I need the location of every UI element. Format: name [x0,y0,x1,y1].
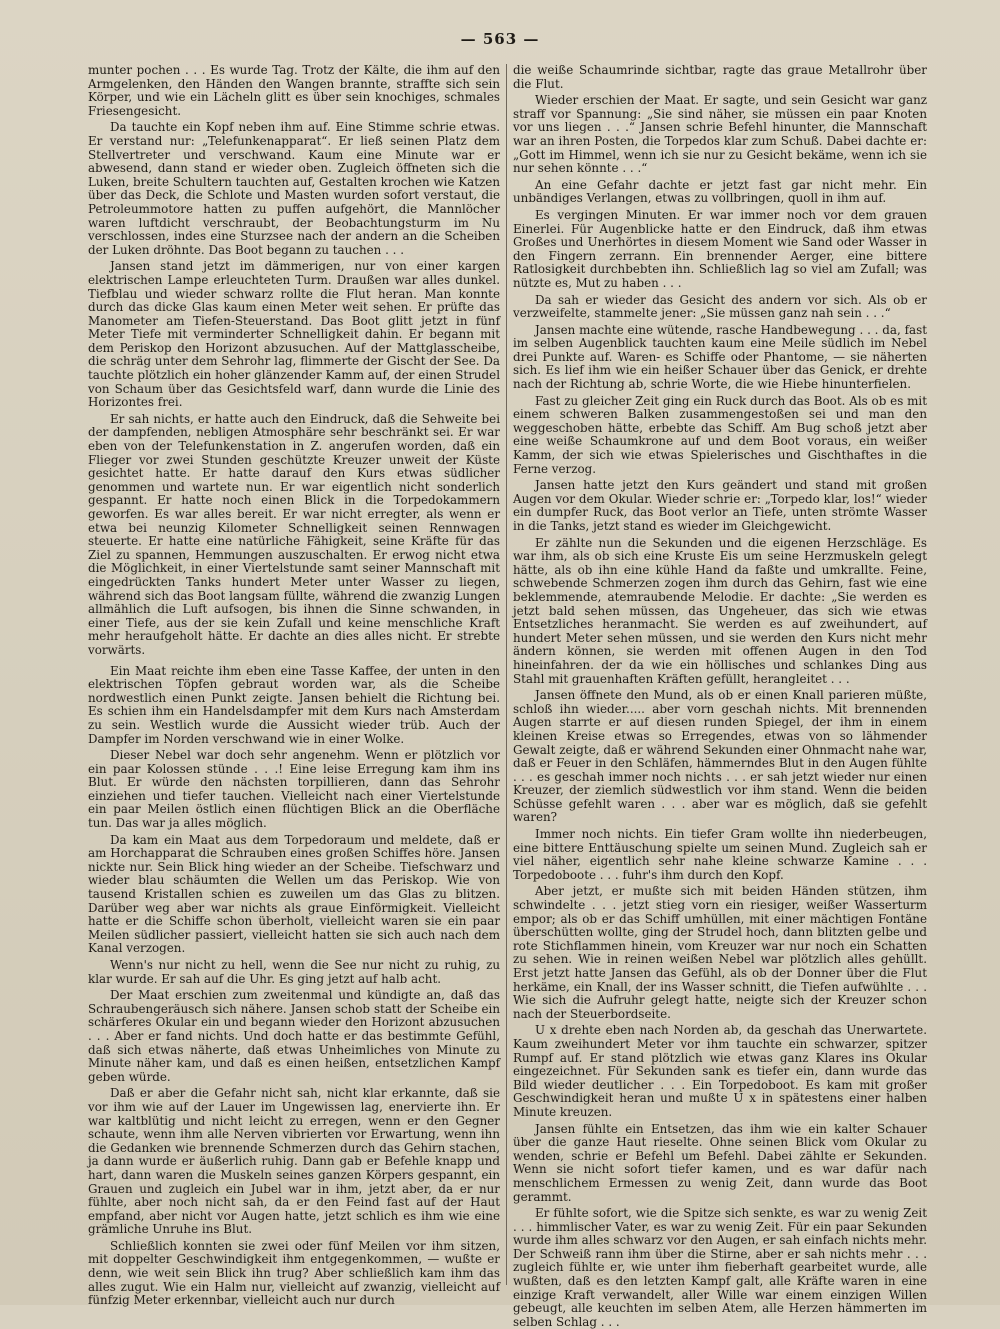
paragraph: Jansen hatte jetzt den Kurs geändert und stand mit großen Augen vor dem Okular. Wieder schrie er: „Torpedo klar, los!“ wieder ein dumpfer Ruck, das Boot verlor an Tiefe, unten strömte Wasser in die Tanks, jetzt stand es wieder im Gleichgewicht. [513,478,927,533]
paragraph: Es vergingen Minuten. Er war immer noch vor dem grauen Einerlei. Für Augenblicke hatte er den Eindruck, daß ihm etwas Großes und Unerhörtes in diesem Moment wie Sand oder Wasser in den Fingern zerrann. Ein brennender Aerger, eine bittere Ratlosigkeit durchbebten ihn. Schließlich lag so viel am Zufall; was nützte es, Mut zu haben . . . [513,207,927,290]
paragraph: Dieser Nebel war doch sehr angenehm. Wenn er plötzlich vor ein paar Kolossen stünde . . .! Eine leise Erregung kam ihm ins Blut. Er würde den nächsten torpillieren, dann das Sehrohr einziehen und tiefer tauchen. Vielleicht nach einer Viertelstunde ein paar Meilen östlich einen flüchtigen Blick an die Oberfläche tun. Das war ja alles möglich. [88,748,500,831]
paragraph: Jansen fühlte ein Entsetzen, das ihm wie ein kalter Schauer über die ganze Haut rieselte. Ohne seinen Blick vom Okular zu wenden, schrie er Befehl um Befehl. Dabei zählte er Sekunden. Wenn sie nicht sofort tiefer kamen, und es war dafür nach menschlichem Ermessen zu wenig Zeit, dann wurde das Boot gerammt. [513,1121,927,1204]
paragraph: Ein Maat reichte ihm eben eine Tasse Kaffee, der unten in den elektrischen Töpfen gebraut worden war, als die Scheibe nordwestlich einen Punkt zeigte. Jansen behielt die Richtung bei. Es schien ihm ein Handelsdampfer mit dem Kurs nach Amsterdam zu sein. Westlich wurde die Aussicht wieder trüb. Auch der Dampfer im Norden verschwand wie in einer Wolke. [88,663,500,746]
paragraph: Wieder erschien der Maat. Er sagte, und sein Gesicht war ganz straff vor Spannung: „Sie sind näher, sie müssen ein paar Knoten vor uns liegen . . .“ Jansen schrie Befehl hinunter, die Mannschaft war an ihren Posten, die Torpedos klar zum Schuß. Dabei dachte er: „Gott im Himmel, wenn ich sie nur zu Gesicht bekäme, wenn ich sie nur sehen könnte . . .“ [513,93,927,176]
paragraph: Aber jetzt, er mußte sich mit beiden Händen stützen, ihm schwindelte . . . jetzt stieg vorn ein riesiger, weißer Wasserturm empor; als ob er das Schiff umhüllen, mit einer mächtigen Fontäne überschütten wollte, ging der Strudel hoch, dann blitzten gelbe und rote Stichflammen hinein, vom Kreuzer war nur noch ein Schatten zu sehen. Wie in reinen weißen Nebel war plötzlich alles gehüllt. Erst jetzt hatte Jansen das Gefühl, als ob der Donner über die Flut herkäme, ein Knall, der ins Wasser schnitt, die Tiefen aufwühlte . . . Wie sich die Aufruhr gelegt hatte, neigte sich der Kreuzer schon nach der Steuerbordseite. [513,884,927,1021]
paragraph: Fast zu gleicher Zeit ging ein Ruck durch das Boot. Als ob es mit einem schweren Balken zusammengestoßen sei und man den weggeschoben hätte, erbebte das Schiff. Am Bug schoß jetzt aber eine weiße Schaumkrone auf und dem Boot voraus, ein weißer Kamm, der sich wie etwas Spielerisches und Gischthaftes in die Ferne verzog. [513,393,927,476]
paragraph: Er fühlte sofort, wie die Spitze sich senkte, es war zu wenig Zeit . . . himmlischer Vater, es war zu wenig Zeit. Für ein paar Sekunden wurde ihm alles schwarz vor den Augen, er sah einfach nichts mehr. Der Schweiß rann ihm über die Stirne, aber er sah nichts mehr . . . zugleich fühlte er, wie unter ihm fieberhaft gearbeitet wurde, alle wußten, daß es den letzten Kampf galt, alle Kräfte waren in eine einzige Kraft verwandelt, aller Wille war einem einzigen Willen gebeugt, alle keuchten im selben Atem, alle Herzen hämmerten im selben Schlag . . . [513,1206,927,1329]
paragraph: An eine Gefahr dachte er jetzt fast gar nicht mehr. Ein unbändiges Verlangen, etwas zu vollbringen, quoll in ihm auf. [513,177,927,206]
paragraph: Jansen stand jetzt im dämmerigen, nur von einer kargen elektrischen Lampe erleuchteten Turm. Draußen war alles dunkel. Tiefblau und wieder schwarz rollte die Flut heran. Man konnte durch das dicke Glas kaum einen Meter weit sehen. Er prüfte das Manometer am Tiefen-Steuerstand. Das Boot glitt jetzt in fünf Meter Tiefe mit verminderter Schnelligkeit dahin. Er begann mit dem Periskop den Horizont abzusuchen. Auf der Mattglasscheibe, die schräg unter dem Sehrohr lag, flimmerte der Gischt der See. Da tauchte plötzlich ein hoher glänzender Kamm auf, der einen Strudel von Schaum über das Gesichtsfeld warf, dann wurde die Linie des Horizontes frei. [88,259,500,410]
paragraph: Da kam ein Maat aus dem Torpedoraum und meldete, daß er am Horchapparat die Schrauben eines großen Schiffes höre. Jansen nickte nur. Sein Blick hing wieder an der Scheibe. Tiefschwarz und wieder blau schäumten die Wellen um das Periskop. Wie von tausend Kristallen schien es zuweilen um das Glas zu blitzen. Darüber weg aber war nichts als graue Einförmigkeit. Vielleicht hatte er die Schiffe schon überholt, vielleicht waren sie ein paar Meilen südlicher passiert, vielleicht hatten sie sich auch nach dem Kanal verzogen. [88,832,500,956]
paragraph: Schließlich konnten sie zwei oder fünf Meilen vor ihm sitzen, mit doppelter Geschwindigkeit ihm entgegenkommen, — wußte er denn, wie weit sein Blick ihn trug? Aber schließlich kam ihm das alles zugut. Wie ein Halm nur, vielleicht auf zwanzig, vielleicht auf fünfzig Meter erkennbar, vielleicht auch nur durch [88,1238,500,1308]
paragraph: die weiße Schaumrinde sichtbar, ragte das graue Metallrohr über die Flut. [513,63,927,91]
paragraph: Wenn's nur nicht zu hell, wenn die See nur nicht zu ruhig, zu klar wurde. Er sah auf die Uhr. Es ging jetzt auf halb acht. [88,958,500,986]
paragraph: Der Maat erschien zum zweitenmal und kündigte an, daß das Schraubengeräusch sich nähere. Jansen schob statt der Scheibe ein schärferes Okular ein und begann wieder den Horizont abzusuchen . . . Aber er fand nichts. Und doch hatte er das bestimmte Gefühl, daß sich etwas näherte, daß etwas Unheimliches von Minute zu Minute näher kam, und daß es einen heißen, entsetzlichen Kampf geben würde. [88,988,500,1084]
paragraph: Da sah er wieder das Gesicht des andern vor sich. Als ob er verzweifelte, stammelte jener: „Sie müssen ganz nah sein . . .“ [513,292,927,321]
paragraph: Jansen öffnete den Mund, als ob er einen Knall parieren müßte, schloß ihn wieder..... aber vorn geschah nichts. Mit brennenden Augen starrte er auf diesen runden Spiegel, der ihm in einem kleinen Kreise etwas so Erregendes, etwas von so lähmender Gewalt zeigte, daß er während Sekunden einer Ohnmacht nahe war, daß er Feuer in den Schläfen, hämmerndes Blut in den Augen fühlte . . . es geschah immer noch nichts . . . er sah jetzt wieder nur einen Kreuzer, der ziemlich südwestlich vor ihm stand. Wenn die beiden Schüsse gefehlt waren . . . aber war es möglich, daß sie gefehlt waren? [513,688,927,825]
column-divider [506,64,507,1285]
page-number: — 563 — [460,30,540,48]
right-column [513,63,927,1329]
paragraph: Daß er aber die Gefahr nicht sah, nicht klar erkannte, daß sie vor ihm wie auf der Lauer im Ungewissen lag, enervierte ihn. Er war kaltblütig und nicht leicht zu erregen, wenn er den Gegner schaute, wenn ihm alle Nerven vibrierten vor Erwartung, wenn ihn die Gedanken wie brennende Schmerzen durch das Gehirn stachen, ja dann wurde er äußerlich ruhig. Dann gab er Befehle knapp und hart, dann waren die Muskeln seines ganzen Körpers gespannt, ein Grauen und zugleich ein Jubel war in ihm, jetzt aber, da er nur fühlte, aber noch nicht sah, da er den Feind fast auf der Haut empfand, aber nicht vor Augen hatte, jetzt schlich es ihm wie eine grämliche Unruhe ins Blut. [88,1086,500,1237]
paragraph: Er sah nichts, er hatte auch den Eindruck, daß die Sehweite bei der dampfenden, nebligen Atmosphäre sehr beschränkt sei. Er war eben von der Telefunkenstation in Z. angerufen worden, daß ein Flieger vor zwei Stunden geschützte Kreuzer unweit der Küste gesichtet hatte. Er hatte darauf den Kurs etwas südlicher genommen und wartete nun. Er war eigentlich nicht sonderlich gespannt. Er hatte noch einen Blick in die Torpedokammern geworfen. Es war alles bereit. Er war nicht erregter, als wenn er etwa bei neunzig Kilometer Schnelligkeit seinen Rennwagen steuerte. Er hatte eine natürliche Fähigkeit, seine Kräfte für das Ziel zu spannen, Hemmungen auszuschalten. Er erwog nicht etwa die Möglichkeit, in einer Viertelstunde samt seiner Mannschaft mit eingedrückten Tanks hundert Meter unter Wasser zu liegen, während sich das Boot langsam füllte, während die zwanzig Lungen allmählich die Luft aufsogen, bis ihnen die Sinne schwanden, in einer Tiefe, aus der sie kein Zufall und keine menschliche Kraft mehr heraufgeholt hätte. Er dachte an dies alles nicht. Er strebte vorwärts. [88,411,500,657]
paragraph: munter pochen . . . Es wurde Tag. Trotz der Kälte, die ihm auf den Armgelenken, den Händen den Wangen brannte, straffte sich sein Körper, und wie ein Lächeln glitt es über sein knochiges, schmales Friesengesicht. [88,63,500,118]
paragraph: Immer noch nichts. Ein tiefer Gram wollte ihn niederbeugen, eine bittere Enttäuschung spielte um seinen Mund. Zugleich sah er viel näher, eigentlich sehr nahe kleine schwarze Kamine . . . Torpedoboote . . . fuhr's ihm durch den Kopf. [513,827,927,882]
left-column [88,63,500,1308]
paragraph: Er zählte nun die Sekunden und die eigenen Herzschläge. Es war ihm, als ob sich eine Kruste Eis um seine Herzmuskeln gelegt hätte, als ob ihn eine kühle Hand da faßte und umkrallte. Feine, schwebende Schmerzen zogen ihm durch das Gehirn, fast wie eine beklemmende, atemraubende Melodie. Er dachte: „Sie werden es jetzt bald sehen müssen, das Ungeheuer, das sich wie etwas Entsetzliches heranmacht. Sie werden es auf zweihundert, auf hundert Meter sehen müssen, und sie werden den Kurs nicht mehr ändern können, sie werden mit offenen Augen in den Tod hineinfahren. der da wie ein höllisches und schlankes Ding aus Stahl mit grauenhaften Kräften gefüllt, herangleitet . . . [513,535,927,686]
paragraph: Jansen machte eine wütende, rasche Handbewegung . . . da, fast im selben Augenblick tauchten kaum eine Meile südlich im Nebel drei Punkte auf. Waren- es Schiffe oder Phantome, — sie näherten sich. Es lief ihm wie ein heißer Schauer über das Genick, er drehte nach der Richtung ab, schrie Worte, die wie Hiebe hinunterfielen. [513,322,927,392]
paragraph: Da tauchte ein Kopf neben ihm auf. Eine Stimme schrie etwas. Er verstand nur: „Telefunkenapparat“. Er ließ seinen Platz dem Stellvertreter und verschwand. Kaum eine Minute war er abwesend, dann stand er wieder oben. Zugleich öffneten sich die Luken, breite Schultern tauchten auf, Gestalten krochen wie Katzen über das Deck, die Schlote und Masten wurden sofort verstaut, die Petroleummotore hatten zu puffen aufgehört, die Mannlöcher waren luftdicht verschraubt, der Beobachtungsturm im Nu verschlossen, indes eine Sturzsee nach der andern an die Scheiben der Luken dröhnte. Das Boot begann zu tauchen . . . [88,120,500,257]
paragraph: U x drehte eben nach Norden ab, da geschah das Unerwartete. Kaum zweihundert Meter vor ihm tauchte ein schwarzer, spitzer Rumpf auf. Er stand plötzlich wie etwas ganz Klares ins Okular eingezeichnet. Für Sekunden sank es tiefer ein, dann wurde das Bild wieder deutlicher . . . Ein Torpedoboot. Es kam mit großer Geschwindigkeit heran und mußte U x in spätestens einer halben Minute kreuzen. [513,1023,927,1119]
